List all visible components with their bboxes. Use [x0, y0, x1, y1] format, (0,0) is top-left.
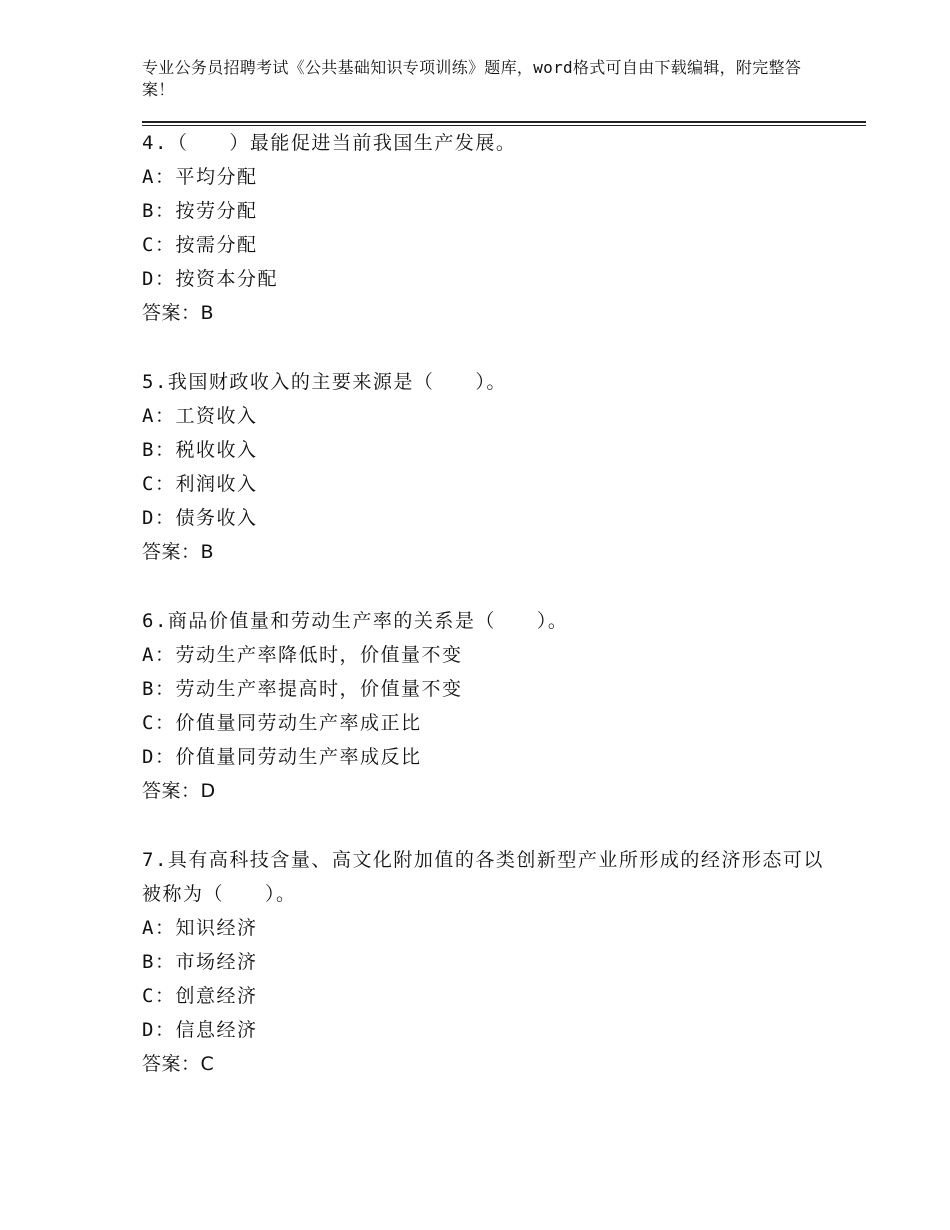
- answer-line: 答案：B: [142, 302, 215, 324]
- option-c: C：价值量同劳动生产率成正比: [142, 712, 422, 734]
- header-rule-thick: [142, 121, 866, 123]
- question-7: [142, 843, 842, 1081]
- option-d: D：债务收入: [142, 507, 258, 529]
- question-list: [142, 126, 842, 1116]
- page-header: 专业公务员招聘考试《公共基础知识专项训练》题库，word格式可自由下载编辑，附完整答案！: [142, 58, 802, 99]
- answer-line: 答案：D: [142, 780, 216, 802]
- option-a: A：平均分配: [142, 166, 258, 188]
- question-4: [142, 126, 842, 330]
- question-5: [142, 365, 842, 569]
- option-d: D：价值量同劳动生产率成反比: [142, 746, 422, 768]
- option-a: A：知识经济: [142, 917, 258, 939]
- option-b: B：劳动生产率提高时，价值量不变: [142, 678, 463, 700]
- option-b: B：按劳分配: [142, 200, 258, 222]
- option-d: D：按资本分配: [142, 268, 278, 290]
- option-a: A：劳动生产率降低时，价值量不变: [142, 644, 463, 666]
- question-stem: 4.（ ）最能促进当前我国生产发展。: [142, 132, 517, 154]
- question-6: [142, 604, 842, 808]
- option-a: A：工资收入: [142, 405, 258, 427]
- option-b: B：税收收入: [142, 439, 258, 461]
- option-c: C：创意经济: [142, 985, 258, 1007]
- question-stem: 6.商品价值量和劳动生产率的关系是（ ）。: [142, 610, 569, 632]
- option-b: B：市场经济: [142, 951, 258, 973]
- option-d: D：信息经济: [142, 1019, 258, 1041]
- question-stem: 5.我国财政收入的主要来源是（ ）。: [142, 371, 507, 393]
- question-stem: 7.具有高科技含量、高文化附加值的各类创新型产业所形成的经济形态可以被称为（ ）。: [142, 849, 824, 905]
- option-c: C：利润收入: [142, 473, 258, 495]
- answer-line: 答案：B: [142, 541, 215, 563]
- option-c: C：按需分配: [142, 234, 258, 256]
- answer-line: 答案：C: [142, 1053, 215, 1075]
